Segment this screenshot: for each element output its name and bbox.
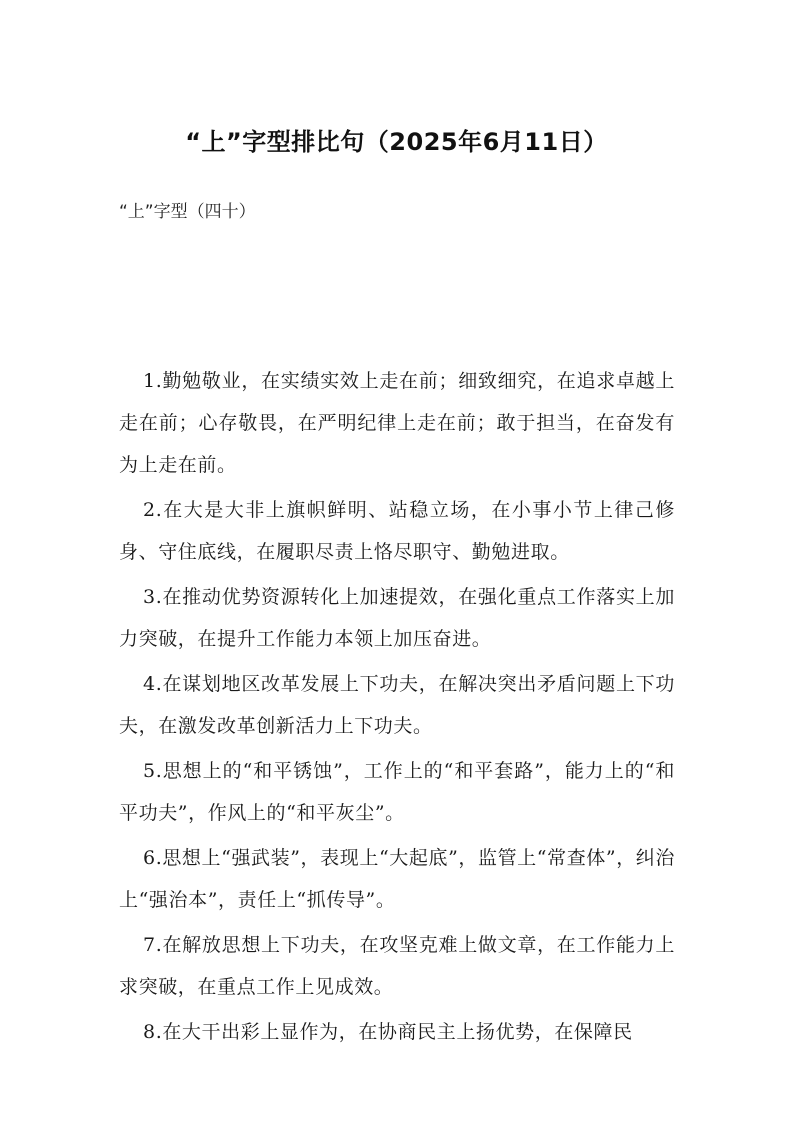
paragraph-8: 8.在大干出彩上显作为，在协商民主上扬优势，在保障民 (143, 1021, 633, 1043)
document-subtitle: “上”字型（四十） (119, 202, 256, 222)
paragraph-7: 7.在解放思想上下功夫，在攻坚克难上做文章，在工作能力上求突破，在重点工作上见成效。 (119, 934, 675, 998)
paragraph-5: 5.思想上的“和平锈蚀”，工作上的“和平套路”，能力上的“和平功夫”，作风上的“和平灰尘”。 (119, 760, 675, 824)
paragraph-3: 3.在推动优势资源转化上加速提效，在强化重点工作落实上加力突破，在提升工作能力本领上加压奋进。 (119, 586, 675, 650)
document-body (119, 360, 675, 1056)
paragraph-6: 6.思想上“强武装”，表现上“大起底”，监管上“常查体”，纠治上“强治本”，责任上“抓传导”。 (119, 847, 676, 911)
document-title: “上”字型排比句（2025年6月11日） (185, 128, 608, 156)
paragraph-2: 2.在大是大非上旗帜鲜明、站稳立场，在小事小节上律己修身、守住底线，在履职尽责上恪尽职守、勤勉进取。 (119, 499, 675, 563)
paragraph-4: 4.在谋划地区改革发展上下功夫，在解决突出矛盾问题上下功夫，在激发改革创新活力上下功夫。 (119, 673, 675, 737)
paragraph-1: 1.勤勉敬业，在实绩实效上走在前；细致细究，在追求卓越上走在前；心存敬畏，在严明纪律上走在前；敢于担当，在奋发有为上走在前。 (119, 370, 675, 476)
